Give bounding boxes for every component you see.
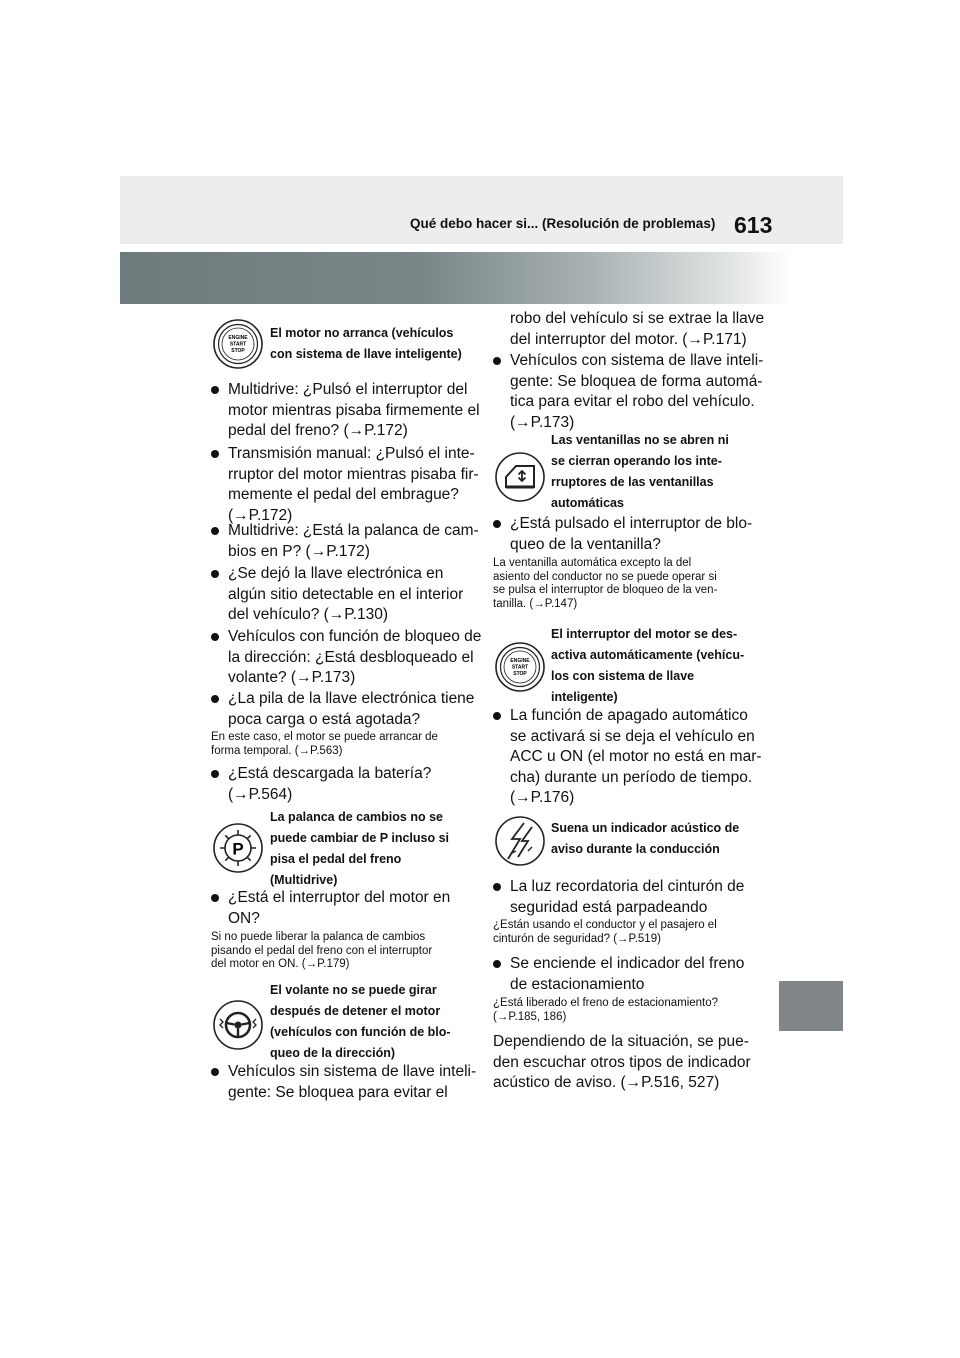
shift-lock-p-gear-icon xyxy=(212,822,264,874)
note-text: ¿Están usando el conductor y el pasajero el cinturón de seguridad? (→P.519) xyxy=(493,919,717,945)
list-item: Transmisión manual: ¿Pulsó el inte- rruptor del motor mientras pisaba fir- memente el pedal del embrague? (→P.172) xyxy=(228,444,479,526)
list-item: ¿La pila de la llave electrónica tiene poca carga o está agotada? xyxy=(228,689,474,730)
list-item: ¿Está el interruptor del motor en ON? xyxy=(228,888,450,929)
list-item: Vehículos con sistema de llave inteli- gente: Se bloquea de forma automá- tica para evitar el robo del vehículo. (→P.173) xyxy=(510,351,763,433)
chapter-side-tab xyxy=(779,981,843,1031)
engine-label: ENGINE xyxy=(228,335,248,341)
section-title-power-windows: Las ventanillas no se abren ni se cierran operando los inte- rruptores de las ventanillas automáticas xyxy=(551,433,729,510)
engine-start-stop-icon xyxy=(212,318,264,370)
note-text: ¿Está liberado el freno de estacionamiento? (→P.185, 186) xyxy=(493,997,719,1023)
section-title-warning-buzzer: Suena un indicador acústico de aviso durante la conducción xyxy=(551,821,740,856)
gear-letter: P xyxy=(232,839,244,859)
section-title-auto-power-off: El interruptor del motor se des- activa automáticamente (vehícu- los con sistema de llave inteligente) xyxy=(551,627,745,704)
power-window-icon xyxy=(494,451,546,503)
list-item: La luz recordatoria del cinturón de seguridad está parpadeando xyxy=(510,877,744,918)
page-number: 613 xyxy=(734,212,773,238)
section-title-steering-lock: El volante no se puede girar después de detener el motor (vehículos con función de blo- queo de la dirección) xyxy=(270,983,451,1060)
note-text: Si no puede liberar la palanca de cambios pisando el pedal del freno con el interruptor del motor en ON. (→P.179) xyxy=(211,931,433,970)
section-title-engine-no-start: El motor no arranca (vehículos con sistema de llave inteligente) xyxy=(270,326,462,361)
continuation-text: robo del vehículo si se extrae la llave del interruptor del motor. (→P.171) xyxy=(510,310,765,348)
list-item: Multidrive: ¿Está la palanca de cam- bios en P? (→P.172) xyxy=(228,521,479,562)
warning-buzzer-icon xyxy=(494,815,546,867)
list-item: Vehículos sin sistema de llave inteli- gente: Se bloquea para evitar el xyxy=(228,1062,476,1103)
closing-paragraph: Dependiendo de la situación, se pue- den escuchar otros tipos de indicador acústico de aviso. (→P.516, 527) xyxy=(493,1033,751,1091)
list-item: Vehículos con función de bloqueo de la dirección: ¿Está desbloqueado el volante? (→P.173) xyxy=(228,627,481,689)
header-title: Qué debo hacer si... (Resolución de problemas) xyxy=(410,216,716,231)
stop-label: STOP xyxy=(513,671,527,677)
section-gradient-bar xyxy=(120,252,792,304)
note-text: En este caso, el motor se puede arrancar de forma temporal. (→P.563) xyxy=(211,731,438,757)
list-item: ¿Está pulsado el interruptor de blo- queo de la ventanilla? xyxy=(510,514,752,555)
list-item: Se enciende el indicador del freno de estacionamiento xyxy=(510,954,744,995)
engine-start-stop-icon xyxy=(494,641,546,693)
list-item: ¿Está descargada la batería? (→P.564) xyxy=(228,764,431,805)
section-title-shift-lever: La palanca de cambios no se puede cambiar de P incluso si pisa el pedal del freno (Multidrive) xyxy=(270,810,449,887)
engine-label: ENGINE xyxy=(510,658,530,664)
list-item: ¿Se dejó la llave electrónica en algún sitio detectable en el interior del vehículo? (→P.130) xyxy=(228,564,463,626)
list-item: Multidrive: ¿Pulsó el interruptor del motor mientras pisaba firmemente el pedal del freno? (→P.172) xyxy=(228,380,480,442)
start-label: START xyxy=(229,341,247,348)
steering-lock-icon xyxy=(212,999,264,1051)
stop-label: STOP xyxy=(231,348,245,354)
start-label: START xyxy=(511,664,529,671)
list-item: La función de apagado automático se activará si se deja el vehículo en ACC u ON (el motor no está en mar- cha) durante un período de tiempo. (→P.176) xyxy=(510,706,762,809)
note-text: La ventanilla automática excepto la del asiento del conductor no se puede operar si se pulsa el interruptor de bloqueo de la ven- tanilla. (→P.147) xyxy=(493,557,718,610)
